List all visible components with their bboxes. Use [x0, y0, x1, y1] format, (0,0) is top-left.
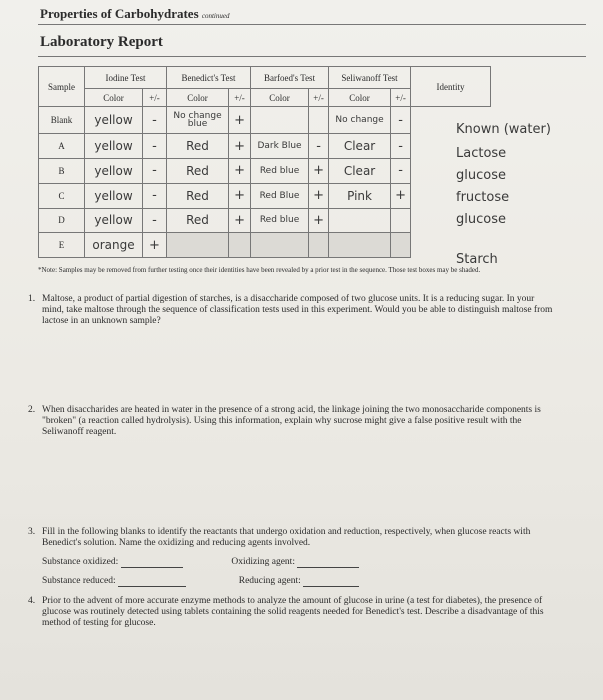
substance-reduced-label: Substance reduced: [42, 576, 116, 586]
substance-reduced-blank[interactable] [118, 576, 186, 587]
question-number: 1. [28, 294, 36, 304]
barfoed-color [251, 233, 309, 258]
substance-oxidized-blank[interactable] [121, 557, 183, 568]
question-number: 4. [28, 596, 36, 606]
benedict-color: Red [167, 183, 229, 208]
benedict-color: Red [167, 159, 229, 184]
iodine-color: yellow [85, 208, 143, 233]
benedict-pm: + [229, 208, 251, 233]
section-title: Laboratory Report [40, 34, 163, 50]
page-title [40, 6, 229, 22]
header-sample: Sample [39, 67, 85, 107]
sample-label: C [39, 183, 85, 208]
identity-a: Lactose [456, 146, 507, 161]
question-1 [28, 294, 560, 327]
question-text: Maltose, a product of partial digestion of starches, is a disaccharide composed of two glucose units. It is a reducing sugar. In your mind, take maltose through the sequence of classification tests used in this experiment. Would you be able to distinguish maltose from lactose in an unknown sample? [42, 294, 553, 326]
question-text: When disaccharides are heated in water in the presence of a strong acid, the linkage joining the two monosaccharide components is "broken" (a reaction called hydrolysis). Using this information, explain why sucrose might give a false positive result with the Seliwanoff reagent. [42, 405, 541, 437]
seliwanoff-color: Pink [329, 183, 391, 208]
seliwanoff-color [329, 208, 391, 233]
iodine-pm: - [143, 107, 167, 134]
iodine-pm: + [143, 233, 167, 258]
benedict-color: No change blue [167, 107, 229, 134]
title-suffix: continued [201, 12, 230, 20]
header-identity: Identity [411, 67, 491, 107]
benedict-pm: + [229, 159, 251, 184]
table-row [39, 107, 491, 134]
barfoed-color: Red Blue [251, 183, 309, 208]
identity-d: glucose [456, 212, 506, 227]
identity-b: glucose [456, 168, 506, 183]
subheader-color: Color [167, 89, 229, 107]
iodine-color: orange [85, 233, 143, 258]
results-table [38, 66, 491, 258]
barfoed-pm: - [309, 134, 329, 159]
sample-label: A [39, 134, 85, 159]
header-benedict: Benedict's Test [167, 67, 251, 89]
header-iodine: Iodine Test [85, 67, 167, 89]
header-row [39, 67, 491, 89]
benedict-pm: + [229, 183, 251, 208]
iodine-pm: - [143, 159, 167, 184]
seliwanoff-pm: + [391, 183, 411, 208]
barfoed-pm: + [309, 159, 329, 184]
seliwanoff-color: Clear [329, 159, 391, 184]
identity-c: fructose [456, 190, 510, 205]
benedict-pm: + [229, 107, 251, 134]
seliwanoff-pm: - [391, 159, 411, 184]
iodine-color: yellow [85, 159, 143, 184]
title-text: Properties of Carbohydrates [40, 6, 199, 21]
reducing-agent-label: Reducing agent: [238, 576, 301, 586]
oxidizing-agent-label: Oxidizing agent: [231, 557, 295, 567]
seliwanoff-color: Clear [329, 134, 391, 159]
barfoed-pm [309, 107, 329, 134]
sample-label: E [39, 233, 85, 258]
table-note: *Note: Samples may be removed from further testing once their identities have been revealed by a prior test in the sequence. Those test boxes may be shaded. [38, 266, 481, 274]
benedict-pm [229, 233, 251, 258]
barfoed-color [251, 107, 309, 134]
subheader-color: Color [85, 89, 143, 107]
question-3 [28, 527, 560, 549]
barfoed-pm: + [309, 183, 329, 208]
table-row [39, 159, 491, 184]
question-2 [28, 405, 560, 438]
iodine-pm: - [143, 183, 167, 208]
header-rule [38, 24, 586, 25]
iodine-color: yellow [85, 107, 143, 134]
q3-reduced-row [42, 576, 562, 587]
seliwanoff-color [329, 233, 391, 258]
barfoed-color: Red blue [251, 159, 309, 184]
sample-label: Blank [39, 107, 85, 134]
seliwanoff-pm: - [391, 134, 411, 159]
oxidizing-agent-blank[interactable] [297, 557, 359, 568]
question-number: 3. [28, 527, 36, 537]
benedict-color [167, 233, 229, 258]
subheader-pm: +/- [309, 89, 329, 107]
benedict-color: Red [167, 134, 229, 159]
table-row [39, 183, 491, 208]
subheader-color: Color [251, 89, 309, 107]
iodine-color: yellow [85, 134, 143, 159]
barfoed-pm: + [309, 208, 329, 233]
table-row [39, 208, 491, 233]
identity-e: Starch [456, 252, 498, 267]
substance-oxidized-label: Substance oxidized: [42, 557, 119, 567]
section-rule [38, 56, 586, 57]
seliwanoff-color: No change [329, 107, 391, 134]
header-seliwanoff: Seliwanoff Test [329, 67, 411, 89]
question-text: Prior to the advent of more accurate enzyme methods to analyze the amount of glucose in urine (a test for diabetes), the presence of glucose was routinely detected using tablets containing the solid reagents needed for Benedict's test. Describe a disadvantage of this method of testing for glucose. [42, 596, 544, 628]
iodine-color: yellow [85, 183, 143, 208]
table-row [39, 134, 491, 159]
question-text: Fill in the following blanks to identify the reactants that undergo oxidation and reduction, respectively, when glucose reacts with Benedict's solution. Name the oxidizing and reducing agents involved. [42, 527, 531, 548]
identity-blank: Known (water) [456, 122, 551, 137]
table-row [39, 233, 491, 258]
q3-oxidized-row [42, 557, 562, 568]
barfoed-pm [309, 233, 329, 258]
subheader-pm: +/- [229, 89, 251, 107]
header-barfoed: Barfoed's Test [251, 67, 329, 89]
seliwanoff-pm [391, 208, 411, 233]
subheader-color: Color [329, 89, 391, 107]
question-4 [28, 596, 560, 629]
barfoed-color: Red blue [251, 208, 309, 233]
barfoed-color: Dark Blue [251, 134, 309, 159]
reducing-agent-blank[interactable] [303, 576, 359, 587]
benedict-color: Red [167, 208, 229, 233]
subheader-pm: +/- [391, 89, 411, 107]
sample-label: B [39, 159, 85, 184]
seliwanoff-pm [391, 233, 411, 258]
iodine-pm: - [143, 134, 167, 159]
benedict-pm: + [229, 134, 251, 159]
sample-label: D [39, 208, 85, 233]
subheader-pm: +/- [143, 89, 167, 107]
question-number: 2. [28, 405, 36, 415]
seliwanoff-pm: - [391, 107, 411, 134]
iodine-pm: - [143, 208, 167, 233]
